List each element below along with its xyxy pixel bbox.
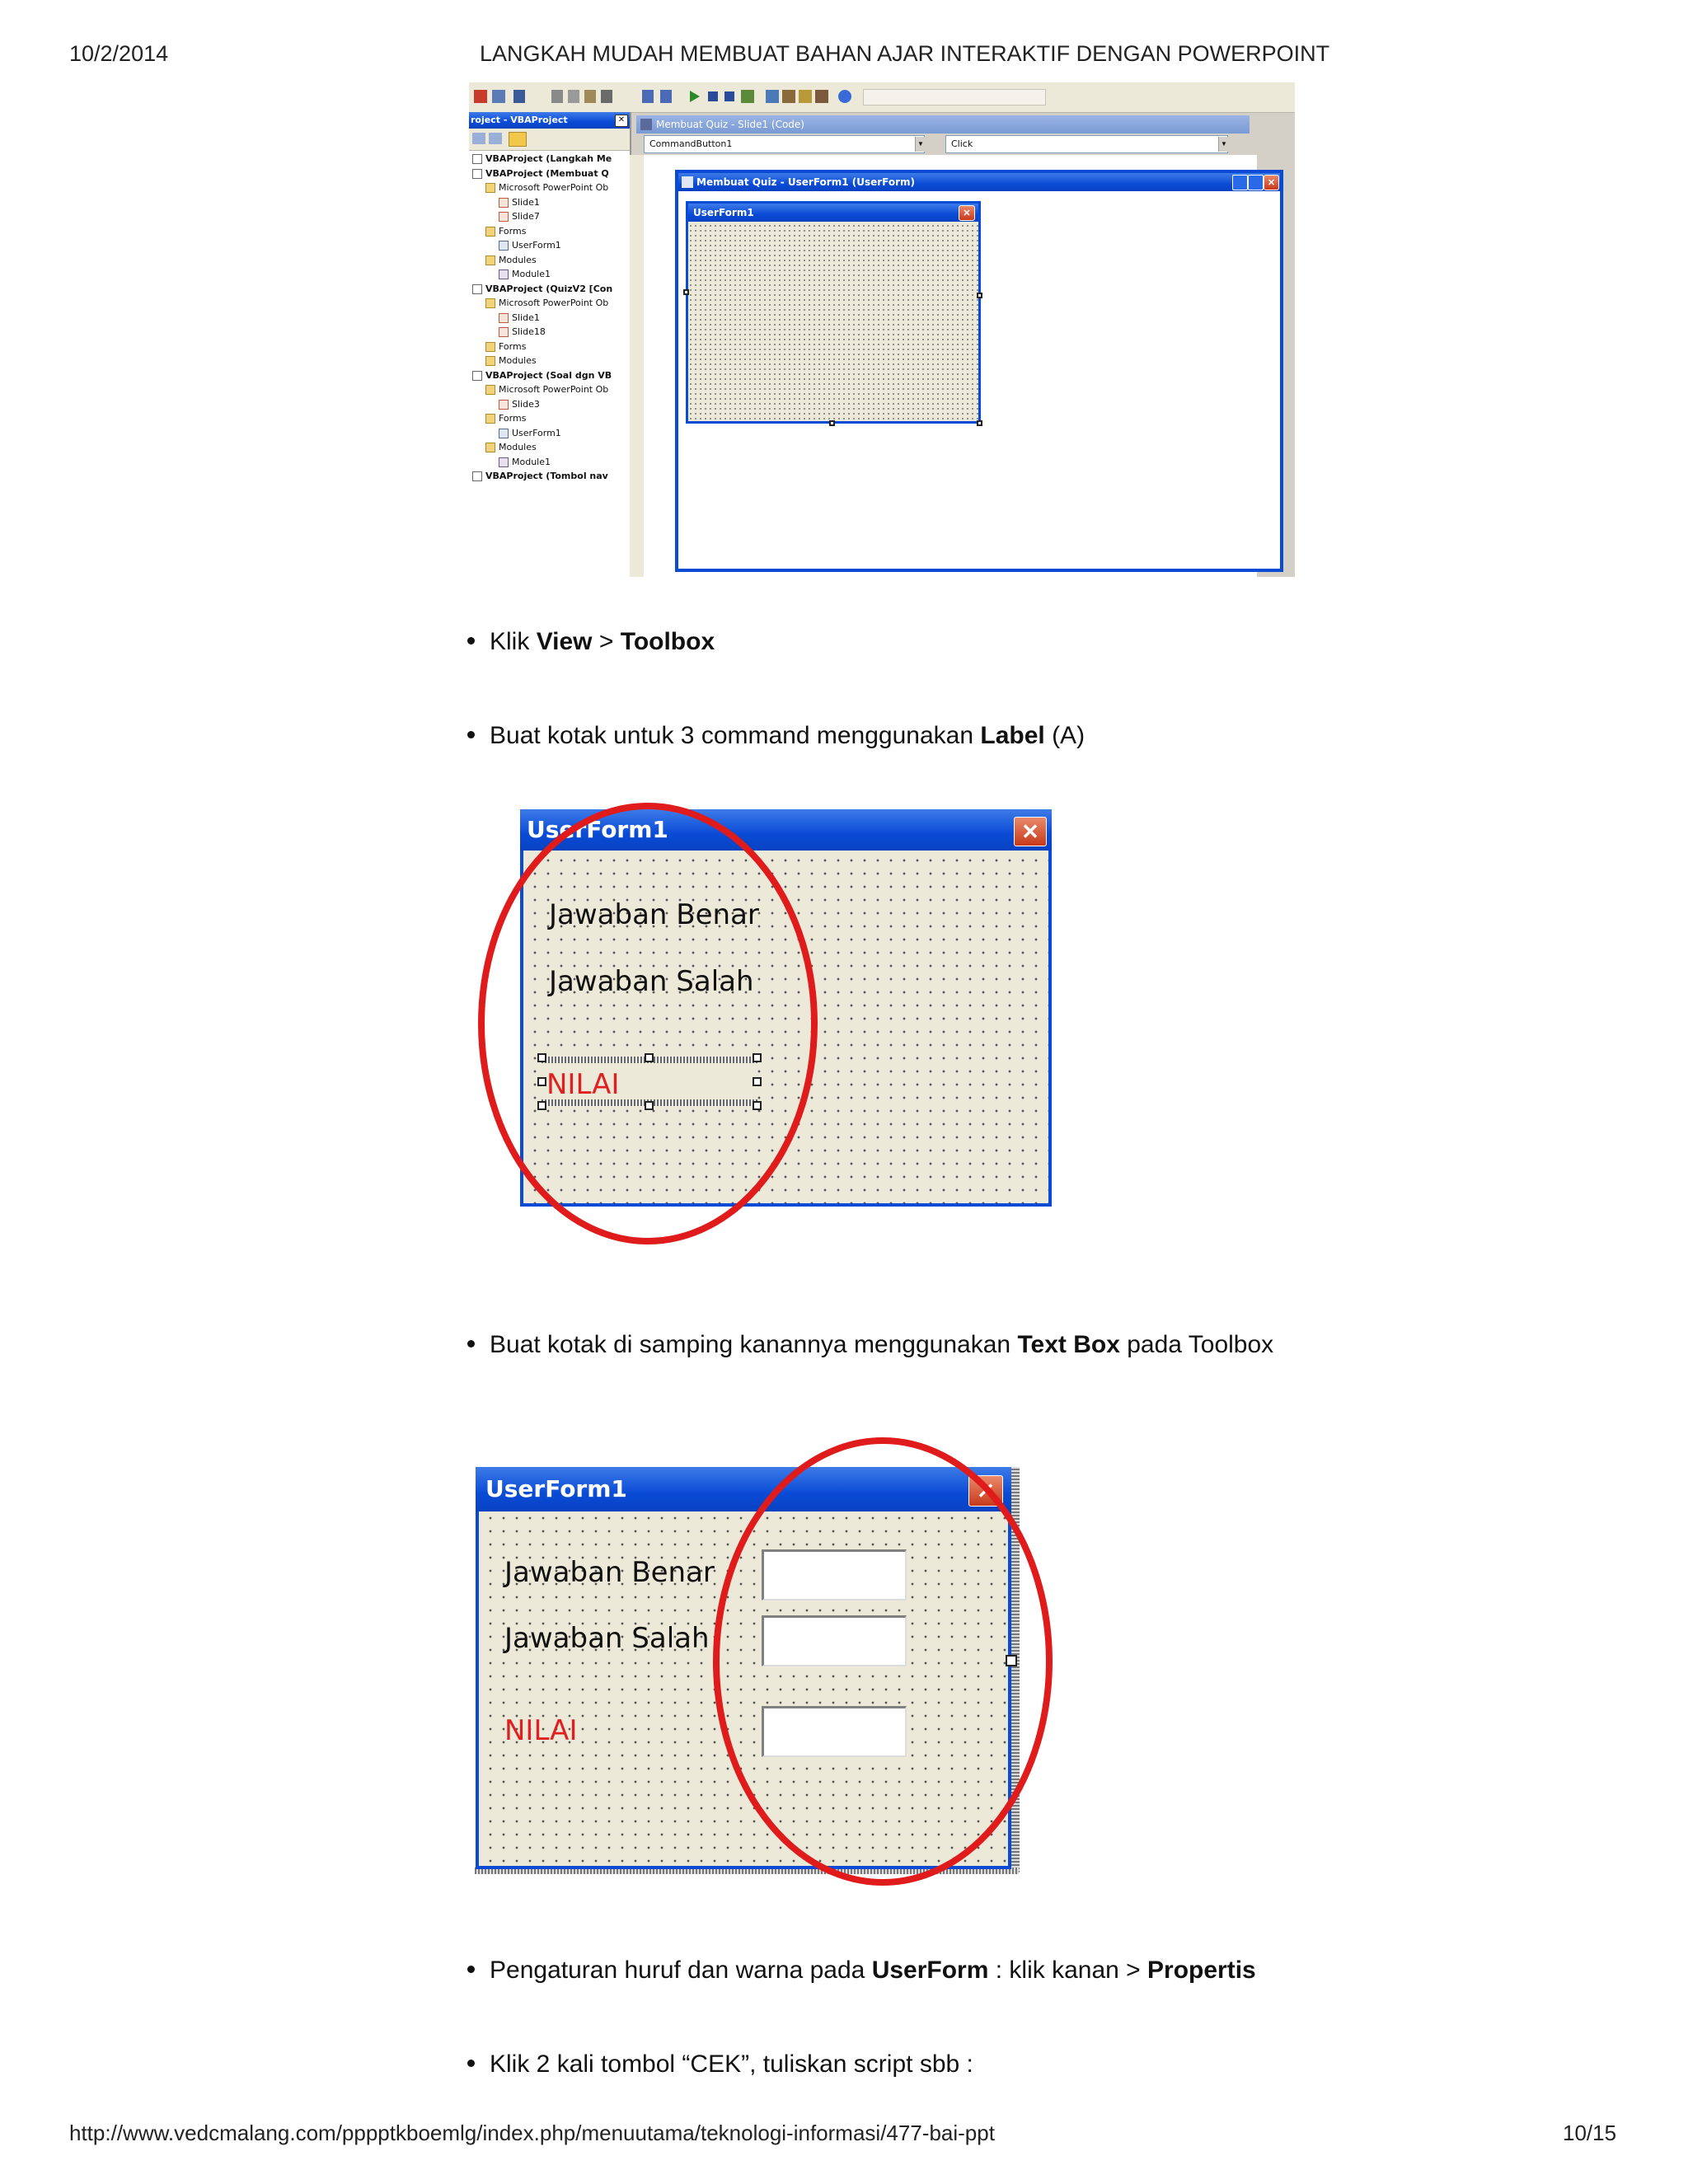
highlight-circle bbox=[470, 1434, 1055, 1896]
tree-item[interactable] bbox=[499, 197, 540, 208]
chevron-down-icon[interactable]: ▼ bbox=[915, 137, 926, 152]
tree-item-label: Forms bbox=[499, 340, 527, 352]
project-explorer-icon[interactable] bbox=[766, 90, 779, 103]
tree-item-label: Microsoft PowerPoint Ob bbox=[499, 298, 609, 308]
project-explorer-pane bbox=[469, 112, 631, 577]
folder-icon bbox=[485, 414, 495, 424]
find-icon[interactable] bbox=[601, 90, 612, 103]
folder-icon bbox=[485, 183, 495, 193]
powerpoint-icon[interactable] bbox=[474, 90, 487, 103]
view-object-icon[interactable] bbox=[489, 133, 502, 144]
page-number: 10/15 bbox=[1563, 2121, 1617, 2145]
bullet-text: Pengaturan huruf dan warna pada bbox=[490, 1957, 872, 1984]
close-icon[interactable]: ✕ bbox=[615, 115, 628, 127]
label-jawaban-benar: Jawaban Benar bbox=[504, 1556, 715, 1589]
tree-item[interactable] bbox=[499, 428, 561, 438]
bullet-bold: Propertis bbox=[1147, 1957, 1256, 1984]
tree-item[interactable] bbox=[485, 413, 526, 424]
bullet-text: Klik 2 kali tombol “CEK”, tuliskan script sbb : bbox=[490, 2050, 973, 2078]
tree-item[interactable] bbox=[485, 442, 537, 452]
bullet-text: pada Toolbox bbox=[1119, 1331, 1274, 1358]
tree-item[interactable] bbox=[499, 312, 540, 323]
tree-item[interactable] bbox=[485, 341, 526, 352]
close-icon[interactable]: ✕ bbox=[1264, 175, 1279, 190]
resize-handle[interactable] bbox=[977, 293, 982, 298]
module-icon bbox=[499, 457, 509, 467]
tree-item[interactable] bbox=[499, 326, 546, 337]
label-nilai: NILAI bbox=[546, 1068, 620, 1101]
userform3-title: UserForm1 bbox=[476, 1467, 1011, 1511]
vba-icon bbox=[472, 284, 482, 294]
tree-item-label: Modules bbox=[499, 254, 537, 265]
folder-icon bbox=[485, 342, 495, 352]
tree-item-label: Modules bbox=[499, 442, 537, 452]
paste-icon[interactable] bbox=[584, 90, 596, 103]
tree-item[interactable] bbox=[485, 226, 526, 237]
toggle-folders-icon[interactable] bbox=[509, 132, 527, 147]
bullet-icon bbox=[467, 731, 475, 738]
bullet-bold: View bbox=[536, 628, 593, 655]
designer-title: Membuat Quiz - UserForm1 (UserForm) bbox=[678, 173, 1280, 191]
tree-item-label: VBAProject (Tombol nav bbox=[485, 471, 608, 481]
close-icon[interactable]: ✕ bbox=[1014, 817, 1047, 846]
folder-icon bbox=[485, 298, 495, 308]
userform2-title: UserForm1 bbox=[520, 809, 1052, 851]
bullet-text: > bbox=[592, 628, 621, 655]
vba-icon bbox=[472, 169, 482, 179]
vba-icon bbox=[472, 471, 482, 481]
code-window-title: Membuat Quiz - Slide1 (Code) bbox=[636, 115, 1250, 134]
tree-item[interactable] bbox=[485, 182, 608, 193]
tree-item-label: UserForm1 bbox=[512, 427, 561, 438]
highlight-circle bbox=[475, 801, 1060, 1279]
maximize-icon[interactable] bbox=[1248, 175, 1264, 190]
help-icon[interactable] bbox=[838, 90, 851, 103]
tree-item[interactable] bbox=[485, 384, 608, 395]
form-icon bbox=[499, 241, 509, 251]
module-icon bbox=[499, 269, 509, 279]
bullet-textbox bbox=[467, 1331, 1273, 1359]
tree-item-label: Slide3 bbox=[512, 398, 540, 410]
bullet-icon bbox=[467, 1340, 475, 1347]
pause-icon[interactable] bbox=[708, 91, 718, 101]
bullet-userform-properties bbox=[467, 1957, 1256, 1985]
design-mode-icon[interactable] bbox=[741, 90, 754, 103]
tree-item[interactable] bbox=[472, 153, 612, 164]
slide-icon bbox=[499, 400, 509, 410]
slide-icon bbox=[499, 327, 509, 337]
designer-window bbox=[675, 170, 1283, 572]
label-nilai: NILAI bbox=[504, 1714, 578, 1747]
tree-item-label: Module1 bbox=[512, 456, 551, 467]
tree-item-label: Microsoft PowerPoint Ob bbox=[499, 182, 609, 193]
redo-icon[interactable] bbox=[660, 90, 672, 103]
userform1-design[interactable] bbox=[686, 201, 981, 424]
resize-handle[interactable] bbox=[683, 289, 689, 295]
bullet-bold: Text Box bbox=[1017, 1331, 1120, 1358]
bullet-view-toolbox bbox=[467, 628, 715, 656]
label-jawaban-salah: Jawaban Salah bbox=[504, 1622, 710, 1655]
resize-handle[interactable] bbox=[977, 420, 982, 426]
tree-item-label: VBAProject (QuizV2 [Con bbox=[485, 283, 613, 294]
folder-icon bbox=[485, 227, 495, 237]
userform-labels-screenshot bbox=[475, 801, 1060, 1279]
print-date: 10/2/2014 bbox=[69, 41, 169, 66]
tree-item[interactable] bbox=[485, 355, 537, 366]
properties-icon[interactable] bbox=[782, 90, 795, 103]
tree-item-label: Forms bbox=[499, 413, 527, 424]
position-box bbox=[863, 89, 1046, 105]
tree-item[interactable] bbox=[472, 370, 612, 381]
chevron-down-icon[interactable]: ▼ bbox=[1218, 137, 1229, 152]
vba-icon bbox=[472, 371, 482, 381]
tree-item-label: VBAProject (Langkah Me bbox=[485, 153, 612, 164]
insert-icon[interactable] bbox=[492, 90, 505, 103]
toolbox-icon[interactable] bbox=[815, 90, 828, 103]
view-code-icon[interactable] bbox=[472, 133, 485, 144]
vba-toolbar bbox=[469, 82, 1295, 113]
tree-item[interactable] bbox=[472, 471, 608, 481]
tree-item[interactable] bbox=[499, 399, 540, 410]
bullet-bold: Label bbox=[980, 722, 1045, 749]
folder-icon bbox=[485, 385, 495, 395]
bullet-icon bbox=[467, 1966, 475, 1973]
tree-item[interactable] bbox=[472, 284, 612, 294]
bullet-text: Klik bbox=[490, 628, 537, 655]
close-icon[interactable]: ✕ bbox=[968, 1475, 1003, 1507]
bullet-bold: UserForm bbox=[871, 1957, 989, 1984]
close-icon[interactable]: ✕ bbox=[959, 205, 975, 221]
bullet-icon bbox=[467, 2060, 475, 2067]
code-window-icon bbox=[640, 119, 652, 130]
bullet-icon bbox=[467, 637, 475, 644]
form-icon bbox=[499, 429, 509, 438]
project-explorer-title: roject - VBAProject bbox=[469, 112, 630, 129]
tree-item[interactable] bbox=[499, 240, 561, 251]
tree-item-label: Forms bbox=[499, 225, 527, 237]
tree-item-label: Slide1 bbox=[512, 196, 540, 208]
minimize-icon[interactable] bbox=[1232, 175, 1248, 190]
bullet-cek-script bbox=[467, 2050, 973, 2079]
procedure-dropdown[interactable]: Click bbox=[945, 135, 1228, 153]
bullet-text: : klik kanan > bbox=[988, 1957, 1148, 1984]
bullet-bold: Toolbox bbox=[620, 628, 715, 655]
tree-item-label: Slide18 bbox=[512, 326, 546, 337]
tree-item[interactable] bbox=[499, 269, 551, 279]
stop-icon[interactable] bbox=[724, 91, 734, 101]
page-title: LANGKAH MUDAH MEMBUAT BAHAN AJAR INTERAKTIF DENGAN POWERPOINT bbox=[480, 41, 1330, 66]
slide-icon bbox=[499, 313, 509, 323]
tree-item-label: VBAProject (Membuat Q bbox=[485, 167, 609, 179]
explorer-toolbar bbox=[469, 129, 630, 151]
folder-icon bbox=[485, 356, 495, 366]
tree-item-label: Modules bbox=[499, 355, 537, 366]
tree-item-label: Slide7 bbox=[512, 211, 540, 222]
tree-item[interactable] bbox=[499, 457, 551, 467]
bullet-text: Buat kotak di samping kanannya menggunakan bbox=[490, 1331, 1018, 1358]
slide-icon bbox=[499, 212, 509, 222]
label-jawaban-benar: Jawaban Benar bbox=[549, 898, 759, 931]
footer-url[interactable]: http://www.vedcmalang.com/pppptkboemlg/index.php/menuutama/teknologi-informasi/477-bai-ppt bbox=[69, 2121, 995, 2145]
vba-editor-screenshot bbox=[469, 82, 1295, 577]
userform1-title: UserForm1 bbox=[688, 204, 978, 222]
project-tree bbox=[469, 153, 630, 565]
save-icon[interactable] bbox=[513, 90, 525, 103]
resize-handle[interactable] bbox=[829, 420, 835, 426]
tree-item-label: UserForm1 bbox=[512, 240, 561, 251]
folder-icon bbox=[485, 443, 495, 452]
tree-item-label: VBAProject (Soal dgn VB bbox=[485, 369, 612, 381]
bullet-text: Buat kotak untuk 3 command menggunakan bbox=[490, 722, 981, 749]
tree-item[interactable] bbox=[499, 211, 540, 222]
tree-item-label: Slide1 bbox=[512, 312, 540, 323]
bullet-text: (A) bbox=[1044, 722, 1085, 749]
object-dropdown[interactable]: CommandButton1 bbox=[644, 135, 925, 153]
object-browser-icon[interactable] bbox=[799, 90, 812, 103]
designer-icon bbox=[682, 176, 693, 188]
bullet-label-command bbox=[467, 722, 1085, 750]
cut-icon[interactable] bbox=[551, 90, 563, 103]
tree-item[interactable] bbox=[485, 298, 608, 308]
tree-item-label: Module1 bbox=[512, 269, 551, 279]
vba-icon bbox=[472, 154, 482, 164]
tree-item[interactable] bbox=[485, 255, 537, 265]
tree-item[interactable] bbox=[472, 168, 609, 179]
undo-icon[interactable] bbox=[642, 90, 654, 103]
tree-item-label: Microsoft PowerPoint Ob bbox=[499, 384, 609, 395]
userform-textbox-screenshot bbox=[470, 1434, 1055, 1896]
label-jawaban-salah: Jawaban Salah bbox=[549, 965, 754, 998]
slide-icon bbox=[499, 198, 509, 208]
run-icon[interactable] bbox=[690, 91, 700, 102]
folder-icon bbox=[485, 255, 495, 265]
copy-icon[interactable] bbox=[568, 90, 579, 103]
